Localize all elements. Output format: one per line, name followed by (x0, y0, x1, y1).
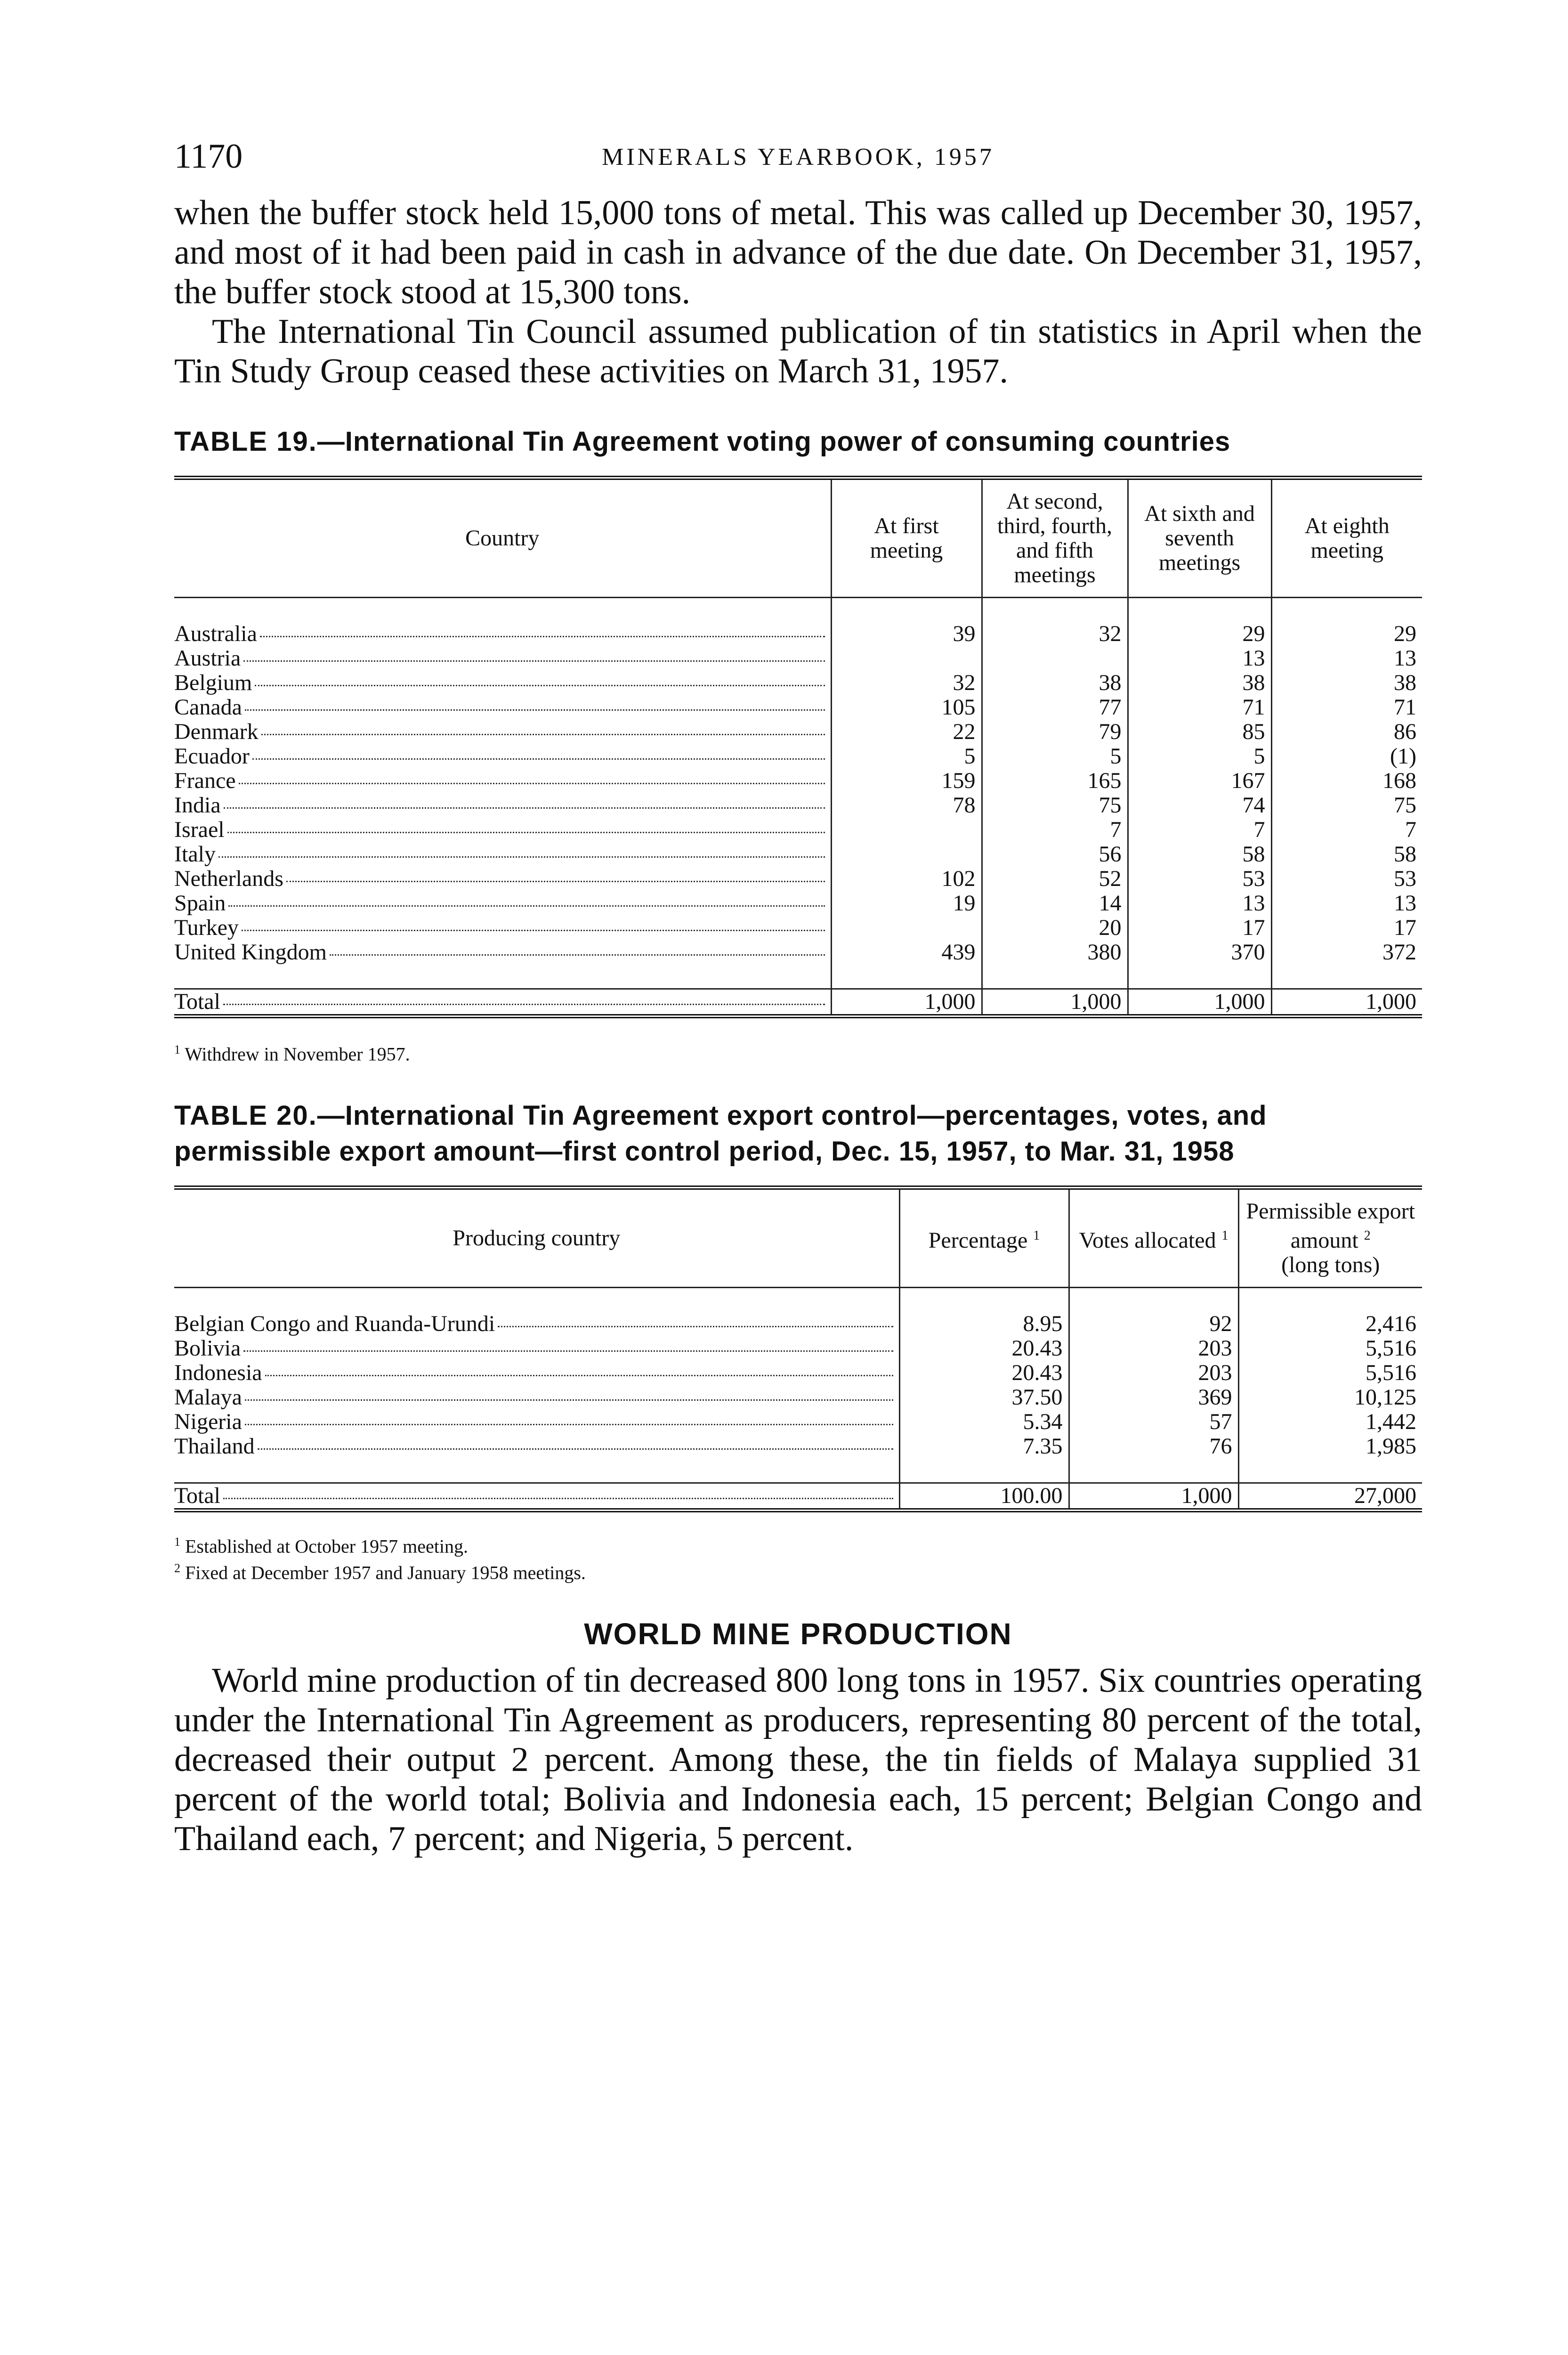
second-fifth-cell: 20 (982, 916, 1128, 940)
sixth-seventh-cell: 13 (1128, 891, 1271, 916)
table20-row (174, 1385, 1422, 1410)
table19-col-first: At first meeting (831, 478, 982, 598)
eighth-cell: 17 (1271, 916, 1422, 940)
table19-row (174, 769, 1422, 793)
table20-row (174, 1312, 1422, 1336)
second-fifth-cell (982, 646, 1128, 671)
percentage-cell: 7.35 (899, 1434, 1069, 1459)
country-cell: Malaya (174, 1385, 899, 1410)
country-cell: Spain (174, 891, 831, 916)
eighth-cell: 86 (1271, 720, 1422, 744)
first-meeting-cell: 159 (831, 769, 982, 793)
amount-cell: 1,985 (1238, 1434, 1422, 1459)
country-cell: Ecuador (174, 744, 831, 769)
eighth-cell: 29 (1271, 622, 1422, 646)
votes-cell: 203 (1069, 1361, 1238, 1385)
first-meeting-cell (831, 818, 982, 842)
first-meeting-cell: 105 (831, 695, 982, 720)
percentage-cell: 20.43 (899, 1336, 1069, 1361)
country-cell: Belgian Congo and Ruanda-Urundi (174, 1312, 899, 1336)
first-meeting-cell: 19 (831, 891, 982, 916)
sixth-seventh-cell: 85 (1128, 720, 1271, 744)
votes-cell: 203 (1069, 1336, 1238, 1361)
eighth-cell: 75 (1271, 793, 1422, 818)
total-votes: 1,000 (1069, 1483, 1238, 1510)
table20-caption: —International Tin Agreement export control—percentages, votes, and permissible export amount—first control period, Dec. 15, 1957, to Mar. 31, 1958 (174, 1100, 1267, 1167)
second-fifth-cell: 380 (982, 940, 1128, 965)
sixth-seventh-cell: 13 (1128, 646, 1271, 671)
table19-row (174, 744, 1422, 769)
country-cell: Israel (174, 818, 831, 842)
table20-row (174, 1410, 1422, 1434)
table19-col-second: At second, third, fourth, and fifth meetings (982, 478, 1128, 598)
sixth-seventh-cell: 38 (1128, 671, 1271, 695)
country-cell: Netherlands (174, 867, 831, 891)
eighth-cell: 71 (1271, 695, 1422, 720)
table20-header-row (174, 1188, 1422, 1288)
second-fifth-cell: 165 (982, 769, 1128, 793)
first-meeting-cell: 32 (831, 671, 982, 695)
total-first: 1,000 (831, 989, 982, 1016)
table20-title (174, 1098, 1422, 1169)
eighth-cell: 168 (1271, 769, 1422, 793)
total-eighth: 1,000 (1271, 989, 1422, 1016)
second-fifth-cell: 38 (982, 671, 1128, 695)
votes-cell: 57 (1069, 1410, 1238, 1434)
table19-row (174, 671, 1422, 695)
country-cell: Canada (174, 695, 831, 720)
first-meeting-cell: 39 (831, 622, 982, 646)
first-meeting-cell (831, 916, 982, 940)
total-sixth: 1,000 (1128, 989, 1271, 1016)
second-fifth-cell: 7 (982, 818, 1128, 842)
table20-total-row (174, 1483, 1422, 1510)
total-percentage: 100.00 (899, 1483, 1069, 1510)
table20-row (174, 1336, 1422, 1361)
eighth-cell: 38 (1271, 671, 1422, 695)
table19-row (174, 842, 1422, 867)
sixth-seventh-cell: 370 (1128, 940, 1271, 965)
percentage-cell: 20.43 (899, 1361, 1069, 1385)
page-number: 1170 (174, 137, 243, 176)
table19-label: TABLE 19. (174, 426, 317, 457)
country-cell: Indonesia (174, 1361, 899, 1385)
eighth-cell: 372 (1271, 940, 1422, 965)
amount-cell: 10,125 (1238, 1385, 1422, 1410)
table19-footnote: $^1$ Withdrew in November 1957. (174, 1043, 410, 1065)
amount-cell: 5,516 (1238, 1361, 1422, 1385)
eighth-cell: (1) (1271, 744, 1422, 769)
amount-cell: 5,516 (1238, 1336, 1422, 1361)
table20-col-votes: Votes allocated $^1$ (1069, 1188, 1238, 1288)
total-second: 1,000 (982, 989, 1128, 1016)
country-cell: Denmark (174, 720, 831, 744)
eighth-cell: 13 (1271, 891, 1422, 916)
table20-row (174, 1361, 1422, 1385)
section-heading: WORLD MINE PRODUCTION (584, 1616, 1012, 1651)
amount-cell: 1,442 (1238, 1410, 1422, 1434)
second-fifth-cell: 79 (982, 720, 1128, 744)
table20-footnote-2: $^2$ Fixed at December 1957 and January 1958 meetings. (174, 1561, 586, 1583)
votes-cell: 92 (1069, 1312, 1238, 1336)
country-cell: Australia (174, 622, 831, 646)
sixth-seventh-cell: 29 (1128, 622, 1271, 646)
eighth-cell: 58 (1271, 842, 1422, 867)
eighth-cell: 53 (1271, 867, 1422, 891)
country-cell: Thailand (174, 1434, 899, 1459)
table19-row (174, 646, 1422, 671)
amount-cell: 2,416 (1238, 1312, 1422, 1336)
total-label: Total (174, 989, 831, 1016)
eighth-cell: 13 (1271, 646, 1422, 671)
second-fifth-cell: 75 (982, 793, 1128, 818)
table19-row (174, 818, 1422, 842)
table19-col-eighth: At eighth meeting (1271, 478, 1422, 598)
country-cell: United Kingdom (174, 940, 831, 965)
journal-title: MINERALS YEARBOOK, 1957 (602, 144, 994, 171)
table19-col-sixth: At sixth and seventh meetings (1128, 478, 1271, 598)
first-meeting-cell (831, 646, 982, 671)
country-cell: Bolivia (174, 1336, 899, 1361)
sixth-seventh-cell: 7 (1128, 818, 1271, 842)
first-meeting-cell: 102 (831, 867, 982, 891)
sixth-seventh-cell: 58 (1128, 842, 1271, 867)
second-fifth-cell: 32 (982, 622, 1128, 646)
table19-row (174, 940, 1422, 965)
table19-row (174, 720, 1422, 744)
first-meeting-cell (831, 842, 982, 867)
country-cell: France (174, 769, 831, 793)
second-fifth-cell: 5 (982, 744, 1128, 769)
percentage-cell: 5.34 (899, 1410, 1069, 1434)
table20-row (174, 1434, 1422, 1459)
table19-row (174, 891, 1422, 916)
table19 (174, 476, 1422, 1018)
votes-cell: 76 (1069, 1434, 1238, 1459)
country-cell: Austria (174, 646, 831, 671)
table19-col-country: Country (465, 526, 540, 551)
country-cell: Nigeria (174, 1410, 899, 1434)
sixth-seventh-cell: 17 (1128, 916, 1271, 940)
country-cell: India (174, 793, 831, 818)
table19-row (174, 867, 1422, 891)
page (174, 137, 1422, 1859)
sixth-seventh-cell: 53 (1128, 867, 1271, 891)
table19-total-row (174, 989, 1422, 1016)
percentage-cell: 8.95 (899, 1312, 1069, 1336)
sixth-seventh-cell: 74 (1128, 793, 1271, 818)
sixth-seventh-cell: 167 (1128, 769, 1271, 793)
second-fifth-cell: 14 (982, 891, 1128, 916)
table19-row (174, 695, 1422, 720)
first-meeting-cell: 439 (831, 940, 982, 965)
intro-paragraph-1: when the buffer stock held 15,000 tons of metal. This was called up December 30, 1957, and most of it had been paid in cash in advance of the due date. On December 31, 1957, the buffer stock stood at 15,300 tons. (174, 194, 1422, 311)
running-head (174, 137, 1422, 193)
table20-col-percentage: Percentage $^1$ (899, 1188, 1069, 1288)
table20-footnote-1: $^1$ Established at October 1957 meeting. (174, 1535, 468, 1557)
second-fifth-cell: 52 (982, 867, 1128, 891)
table19-title (174, 424, 1422, 460)
table19-caption: —International Tin Agreement voting power of consuming countries (317, 426, 1231, 457)
country-cell: Italy (174, 842, 831, 867)
table19-row (174, 916, 1422, 940)
table19-row (174, 622, 1422, 646)
total-label: Total (174, 1483, 899, 1510)
country-cell: Turkey (174, 916, 831, 940)
intro-paragraph-2: The International Tin Council assumed publication of tin statistics in April when the Tin Study Group ceased these activities on March 31, 1957. (174, 312, 1422, 390)
sixth-seventh-cell: 71 (1128, 695, 1271, 720)
first-meeting-cell: 5 (831, 744, 982, 769)
table20-col-country: Producing country (453, 1226, 621, 1251)
sixth-seventh-cell: 5 (1128, 744, 1271, 769)
section-paragraph: World mine production of tin decreased 800 long tons in 1957. Six countries operating under the International Tin Agreement as producers, representing 80 percent of the total, decreased their output 2 percent. Among these, the tin fields of Malaya supplied 31 percent of the world total; Bolivia and Indonesia each, 15 percent; Belgian Congo and Thailand each, 7 percent; and Nigeria, 5 percent. (174, 1661, 1422, 1858)
percentage-cell: 37.50 (899, 1385, 1069, 1410)
table20-col-amount: Permissible export amount $^2$ (long tons) (1238, 1188, 1422, 1288)
eighth-cell: 7 (1271, 818, 1422, 842)
second-fifth-cell: 77 (982, 695, 1128, 720)
first-meeting-cell: 78 (831, 793, 982, 818)
table19-row (174, 793, 1422, 818)
votes-cell: 369 (1069, 1385, 1238, 1410)
table20-label: TABLE 20. (174, 1100, 317, 1131)
total-amount: 27,000 (1238, 1483, 1422, 1510)
second-fifth-cell: 56 (982, 842, 1128, 867)
table19-header-row (174, 478, 1422, 598)
country-cell: Belgium (174, 671, 831, 695)
table20 (174, 1186, 1422, 1512)
first-meeting-cell: 22 (831, 720, 982, 744)
